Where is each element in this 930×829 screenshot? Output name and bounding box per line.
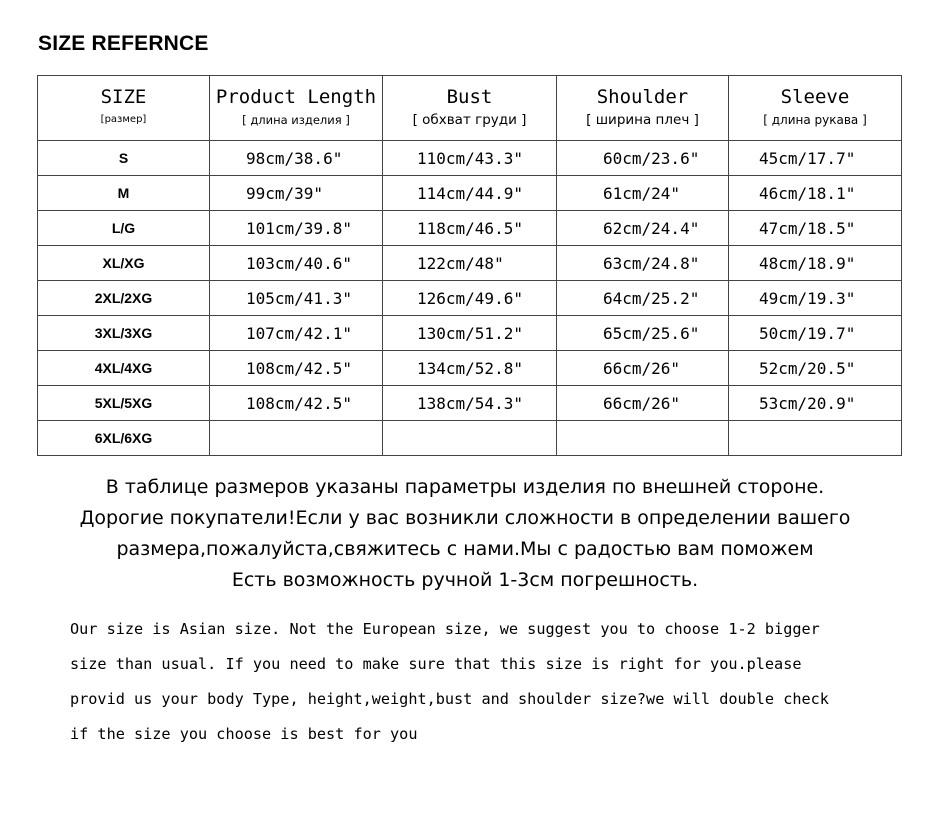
ru-note-line: Есть возможность ручной 1-3см погрешность. (231, 569, 699, 591)
sleeve-value: 47cm/18.5" (729, 211, 902, 246)
bust-value: 126cm/49.6" (383, 281, 557, 316)
length-value: 108cm/42.5" (210, 351, 383, 386)
russian-notes (0, 472, 930, 596)
sleeve-value: 46cm/18.1" (729, 176, 902, 211)
header-size-sub: [размер] (100, 114, 147, 125)
table-row (38, 281, 902, 316)
ru-note-line: В таблице размеров указаны параметры изделия по внешней стороне. (105, 476, 825, 498)
bust-value (383, 421, 557, 456)
bust-value: 110cm/43.3" (383, 141, 557, 176)
bust-value: 130cm/51.2" (383, 316, 557, 351)
table-row (38, 386, 902, 421)
header-sleeve-label: Sleeve (780, 86, 850, 108)
ru-note-line: размера,пожалуйста,свяжитесь с нами.Мы с радостью вам поможем (116, 538, 814, 560)
header-shoulder (557, 76, 729, 141)
bust-value: 114cm/44.9" (383, 176, 557, 211)
table-row (38, 176, 902, 211)
sleeve-value: 49cm/19.3" (729, 281, 902, 316)
en-note-line: if the size you choose is best for you (70, 725, 418, 743)
bust-value: 134cm/52.8" (383, 351, 557, 386)
header-length-sub: [ длина изделия ] (242, 113, 350, 127)
header-length-label: Product Length (215, 86, 377, 108)
table-row (38, 141, 902, 176)
length-value: 99cm/39" (210, 176, 383, 211)
header-bust-sub: [ обхват груди ] (412, 112, 527, 128)
ru-note-line: Дорогие покупатели!Если у вас возникли сложности в определении вашего (79, 507, 851, 529)
length-value: 103cm/40.6" (210, 246, 383, 281)
bust-value: 118cm/46.5" (383, 211, 557, 246)
shoulder-value: 61cm/24" (557, 176, 729, 211)
size-label: 5XL/5XG (38, 386, 210, 421)
header-shoulder-sub: [ ширина плеч ] (586, 112, 699, 128)
table-row (38, 246, 902, 281)
sleeve-value: 50cm/19.7" (729, 316, 902, 351)
english-note (70, 612, 910, 752)
size-label: M (38, 176, 210, 211)
shoulder-value: 66cm/26" (557, 386, 729, 421)
length-value: 98cm/38.6" (210, 141, 383, 176)
sleeve-value: 52cm/20.5" (729, 351, 902, 386)
shoulder-value (557, 421, 729, 456)
en-note-line: provid us your body Type, height,weight,bust and shoulder size?we will double check (70, 690, 829, 708)
header-sleeve-sub: [ длина рукава ] (763, 113, 867, 127)
length-value: 105cm/41.3" (210, 281, 383, 316)
table-row (38, 351, 902, 386)
header-length (210, 76, 383, 141)
sleeve-value: 53cm/20.9" (729, 386, 902, 421)
header-shoulder-label: Shoulder (596, 86, 689, 108)
length-value: 107cm/42.1" (210, 316, 383, 351)
header-size (38, 76, 210, 141)
shoulder-value: 65cm/25.6" (557, 316, 729, 351)
page-title: SIZE REFERNCE (38, 32, 209, 55)
size-label: XL/XG (38, 246, 210, 281)
en-note-line: Our size is Asian size. Not the European size, we suggest you to choose 1-2 bigger (70, 620, 820, 638)
shoulder-value: 63cm/24.8" (557, 246, 729, 281)
size-label: 2XL/2XG (38, 281, 210, 316)
en-note-line: size than usual. If you need to make sure that this size is right for you.please (70, 655, 802, 673)
table-row (38, 316, 902, 351)
size-label: S (38, 141, 210, 176)
length-value: 101cm/39.8" (210, 211, 383, 246)
length-value: 108cm/42.5" (210, 386, 383, 421)
header-bust (383, 76, 557, 141)
header-bust-label: Bust (446, 86, 493, 108)
sleeve-value: 45cm/17.7" (729, 141, 902, 176)
size-chart-table (37, 75, 902, 456)
size-label: L/G (38, 211, 210, 246)
sleeve-value (729, 421, 902, 456)
table-header-row (38, 76, 902, 141)
shoulder-value: 64cm/25.2" (557, 281, 729, 316)
table-row (38, 421, 902, 456)
shoulder-value: 60cm/23.6" (557, 141, 729, 176)
table-row (38, 211, 902, 246)
bust-value: 122cm/48" (383, 246, 557, 281)
header-size-label: SIZE (100, 86, 147, 108)
size-label: 6XL/6XG (38, 421, 210, 456)
size-label: 4XL/4XG (38, 351, 210, 386)
shoulder-value: 62cm/24.4" (557, 211, 729, 246)
size-label: 3XL/3XG (38, 316, 210, 351)
sleeve-value: 48cm/18.9" (729, 246, 902, 281)
shoulder-value: 66cm/26" (557, 351, 729, 386)
length-value (210, 421, 383, 456)
bust-value: 138cm/54.3" (383, 386, 557, 421)
header-sleeve (729, 76, 902, 141)
